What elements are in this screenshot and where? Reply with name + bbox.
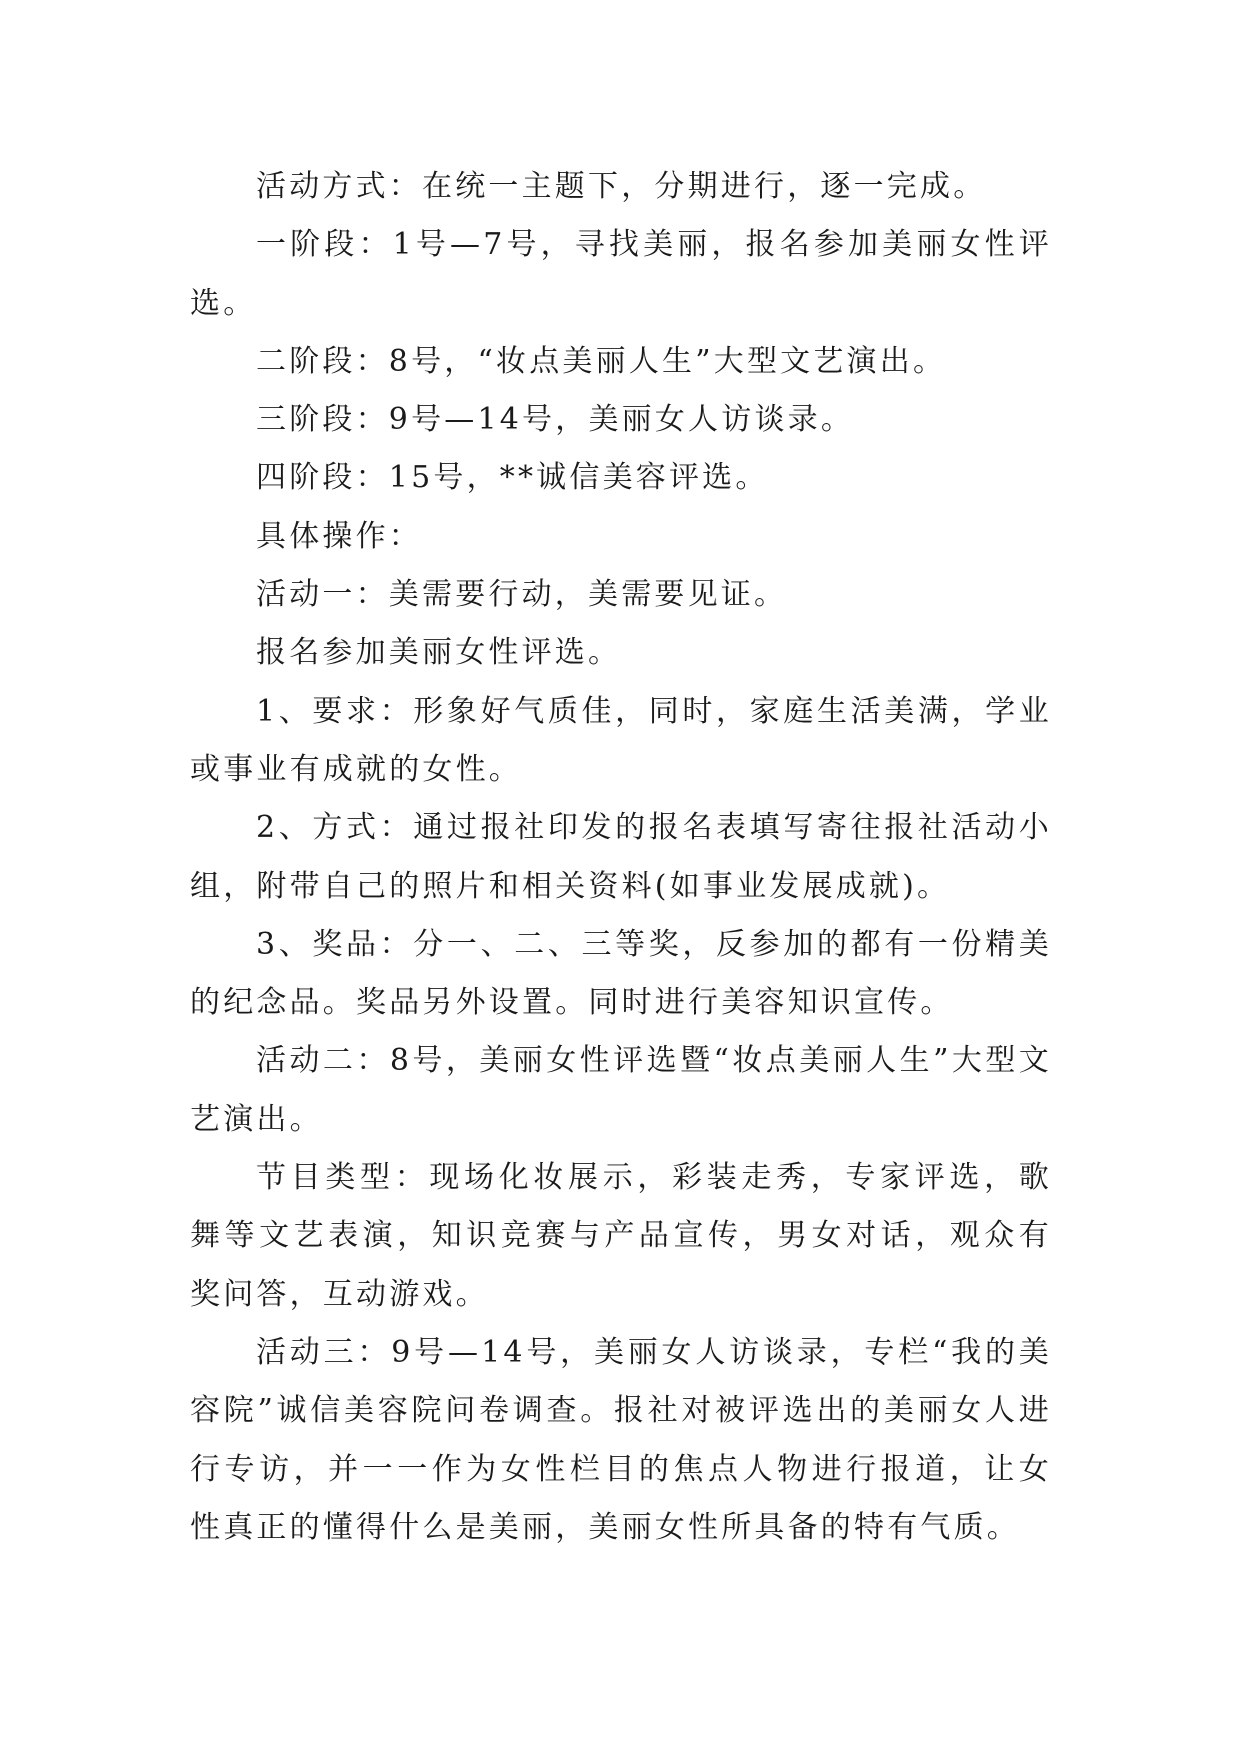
paragraph-activity-method: 活动方式：在统一主题下，分期进行，逐一完成。 [256, 169, 987, 204]
paragraph-activity-one: 活动一：美需要行动，美需要见证。 [256, 577, 788, 613]
paragraph-stage-two: 二阶段：8号，“妆点美丽人生”大型文艺演出。 [256, 343, 947, 379]
paragraph-registration: 报名参加美丽女性评选。 [256, 635, 622, 671]
paragraph-stage-three: 三阶段：9号—14号，美丽女人访谈录。 [256, 402, 855, 438]
paragraph-operations-heading: 具体操作： [256, 518, 422, 554]
paragraph-method: 2、方式：通过报社印发的报名表填写寄往报社活动小组，附带自己的照片和相关资料(如事业发展成就)。 [190, 810, 1052, 904]
document-body [190, 158, 1052, 1557]
paragraph-activity-two: 活动二：8号，美丽女性评选暨“妆点美丽人生”大型文艺演出。 [190, 1043, 1052, 1137]
paragraph-prizes: 3、奖品：分一、二、三等奖，反参加的都有一份精美的纪念品。奖品另外设置。同时进行美容知识宣传。 [190, 926, 1052, 1021]
paragraph-activity-three: 活动三：9号—14号，美丽女人访谈录，专栏“我的美容院”诚信美容院问卷调查。报社对被评选出的美丽女人进行专访，并一一作为女性栏目的焦点人物进行报道，让女性真正的懂得什么是美丽，美丽女性所具备的特有气质。 [190, 1334, 1052, 1545]
paragraph-program-types: 节目类型：现场化妆展示，彩装走秀，专家评选，歌舞等文艺表演，知识竞赛与产品宣传，男女对话，观众有奖问答，互动游戏。 [190, 1160, 1052, 1312]
paragraph-stage-one: 一阶段：1号—7号，寻找美丽，报名参加美丽女性评选。 [190, 227, 1052, 321]
paragraph-stage-four: 四阶段：15号，**诚信美容评选。 [256, 460, 769, 496]
paragraph-requirements: 1、要求：形象好气质佳，同时，家庭生活美满，学业或事业有成就的女性。 [190, 693, 1052, 787]
